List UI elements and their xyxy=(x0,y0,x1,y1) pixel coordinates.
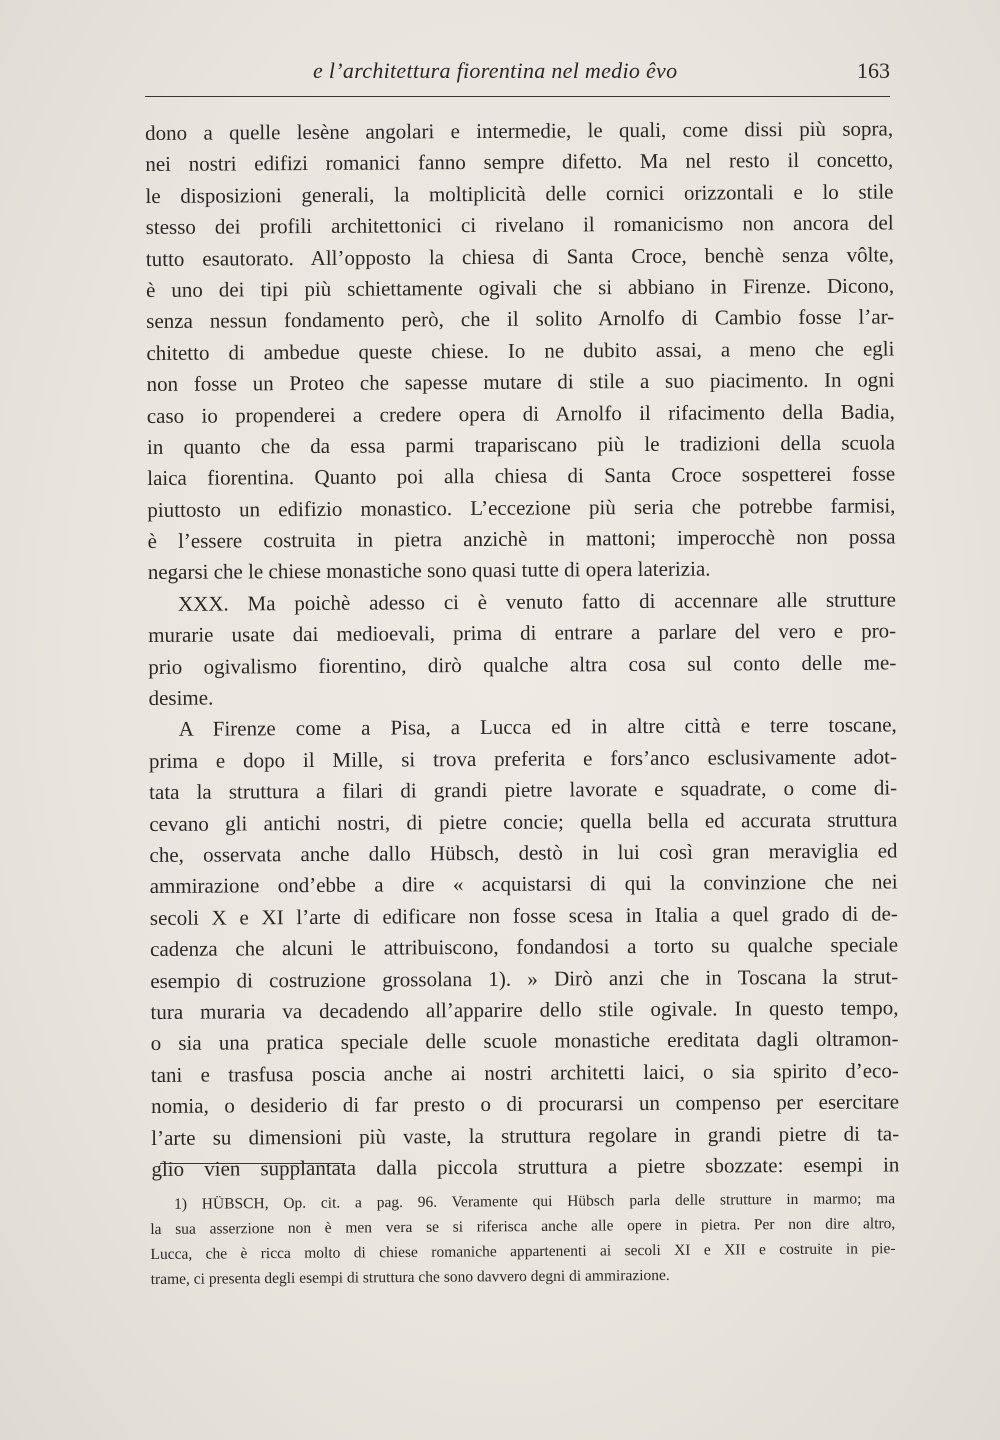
body-line: tani e trasfusa poscia anche ai nostri architetti laici, o sia spirito d’eco- xyxy=(150,1058,899,1087)
body-line: secoli X e XI l’arte di edificare non fosse scesa in Italia a quel grado di de- xyxy=(149,901,898,930)
running-title: e l’architettura fiorentina nel medio êvo xyxy=(313,58,678,83)
paragraph-start-line: A Firenze come a Pisa, a Lucca ed in altre città e terre toscane, xyxy=(178,712,897,742)
header-rule xyxy=(145,96,890,97)
body-line: glio vien supplantata dalla piccola struttura a pietre sbozzate: esempi in xyxy=(151,1152,900,1181)
footnote-line: la sua asserzione non è men vera se si riferisca anche alle opere in pietra. Per non dire altro, xyxy=(150,1215,896,1238)
body-text xyxy=(145,113,900,1185)
footnote-line: 1) HÜBSCH, Op. cit. a pag. 96. Veramente qui Hübsch parla delle strutture in marmo; ma xyxy=(174,1190,896,1213)
body-line: ammirazione ond’ebbe a dire « acquistarsi di qui la convinzione che nei xyxy=(149,869,898,899)
body-line: prima e dopo il Mille, si trova preferita e fors’anco esclusivamente adot- xyxy=(148,744,897,773)
page-header xyxy=(145,56,890,94)
footnote-line: Lucca, che è ricca molto di chiese romaniche appartenenti ai secoli XI e XII e costruite in pie- xyxy=(150,1240,896,1263)
body-line: è uno dei tipi più schiettamente ogivali che si abbiano in Firenze. Dicono, xyxy=(145,273,895,302)
body-line: l’arte su dimensioni più vaste, la struttura regolare in grandi pietre di ta- xyxy=(151,1120,900,1150)
body-line: cadenza che alcuni le attribuiscono, fondandosi a torto su qualche speciale xyxy=(150,932,899,962)
footnote-line: trame, ci presenta degli esempi di struttura che sono davvero degni di ammirazione. xyxy=(150,1266,670,1288)
body-line: le disposizioni generali, la moltiplicità delle cornici orizzontali e lo stile xyxy=(145,179,894,208)
body-line: è l’essere costruita in pietra anzichè in mattoni; imperocchè non possa xyxy=(147,524,896,554)
body-line: caso io propenderei a credere opera di Arnolfo il rifacimento della Badia, xyxy=(146,398,895,428)
body-line: non fosse un Proteo che sapesse mutare di stile a suo piacimento. In ogni xyxy=(146,367,895,397)
body-line: esempio di costruzione grossolana 1). » Dirò anzi che in Toscana la strut- xyxy=(150,963,899,993)
body-line: stesso dei profili architettonici ci rivelano il romanicismo non ancora del xyxy=(145,210,894,240)
body-line: tata la struttura a filari di grandi pietre lavorate e squadrate, o come di- xyxy=(149,775,898,805)
body-line: negarsi che le chiese monastiche sono quasi tutte di opera laterizia. xyxy=(147,557,711,585)
body-line: chitetto di ambedue queste chiese. Io ne dubito assai, a meno che egli xyxy=(146,336,895,365)
body-line: murarie usate dai medioevali, prima di entrare a parlare del vero e pro- xyxy=(148,618,897,648)
body-line: piuttosto un edifizio monastico. L’eccezione più seria che potrebbe farmisi, xyxy=(147,493,896,522)
body-line: tutto esautorato. All’opposto la chiesa di Santa Croce, benchè senza vôlte, xyxy=(145,241,894,271)
footnotes xyxy=(150,1186,896,1292)
body-line: nomia, o desiderio di far presto o di procurarsi un compenso per esercitare xyxy=(150,1089,900,1119)
body-line: desime. xyxy=(148,685,214,711)
body-line: cevano gli antichi nostri, di pietre concie; quella bella ed accurata struttura xyxy=(149,807,898,836)
body-line: prio ogivalismo fiorentino, dirò qualche altra cosa sul conto delle me- xyxy=(148,650,897,679)
page-number: 163 xyxy=(857,58,890,83)
body-line: senza nessun fondamento però, che il solito Arnolfo di Cambio fosse l’ar- xyxy=(146,304,895,334)
body-line: in quanto che da essa parmi trapariscano più le tradizioni della scuola xyxy=(146,430,896,459)
body-line: dono a quelle lesène angolari e intermedie, le quali, come dissi più sopra, xyxy=(145,116,894,145)
body-line: nei nostri edifizi romanici fanno sempre difetto. Ma nel resto il concetto, xyxy=(145,147,894,177)
body-line: tura muraria va decadendo all’apparire dello stile ogivale. In questo tempo, xyxy=(150,995,899,1024)
footnote-rule xyxy=(160,1163,345,1164)
body-line: laica fiorentina. Quanto poi alla chiesa di Santa Croce sospetterei fosse xyxy=(147,461,896,491)
body-line: che, osservata anche dallo Hübsch, destò in lui così gran meraviglia ed xyxy=(149,838,898,867)
section-heading-line: XXX. Ma poichè adesso ci è venuto fatto di accennare alle strutture xyxy=(177,587,897,616)
body-line: o sia una pratica speciale delle scuole monastiche ereditata dagli oltramon- xyxy=(150,1026,899,1056)
